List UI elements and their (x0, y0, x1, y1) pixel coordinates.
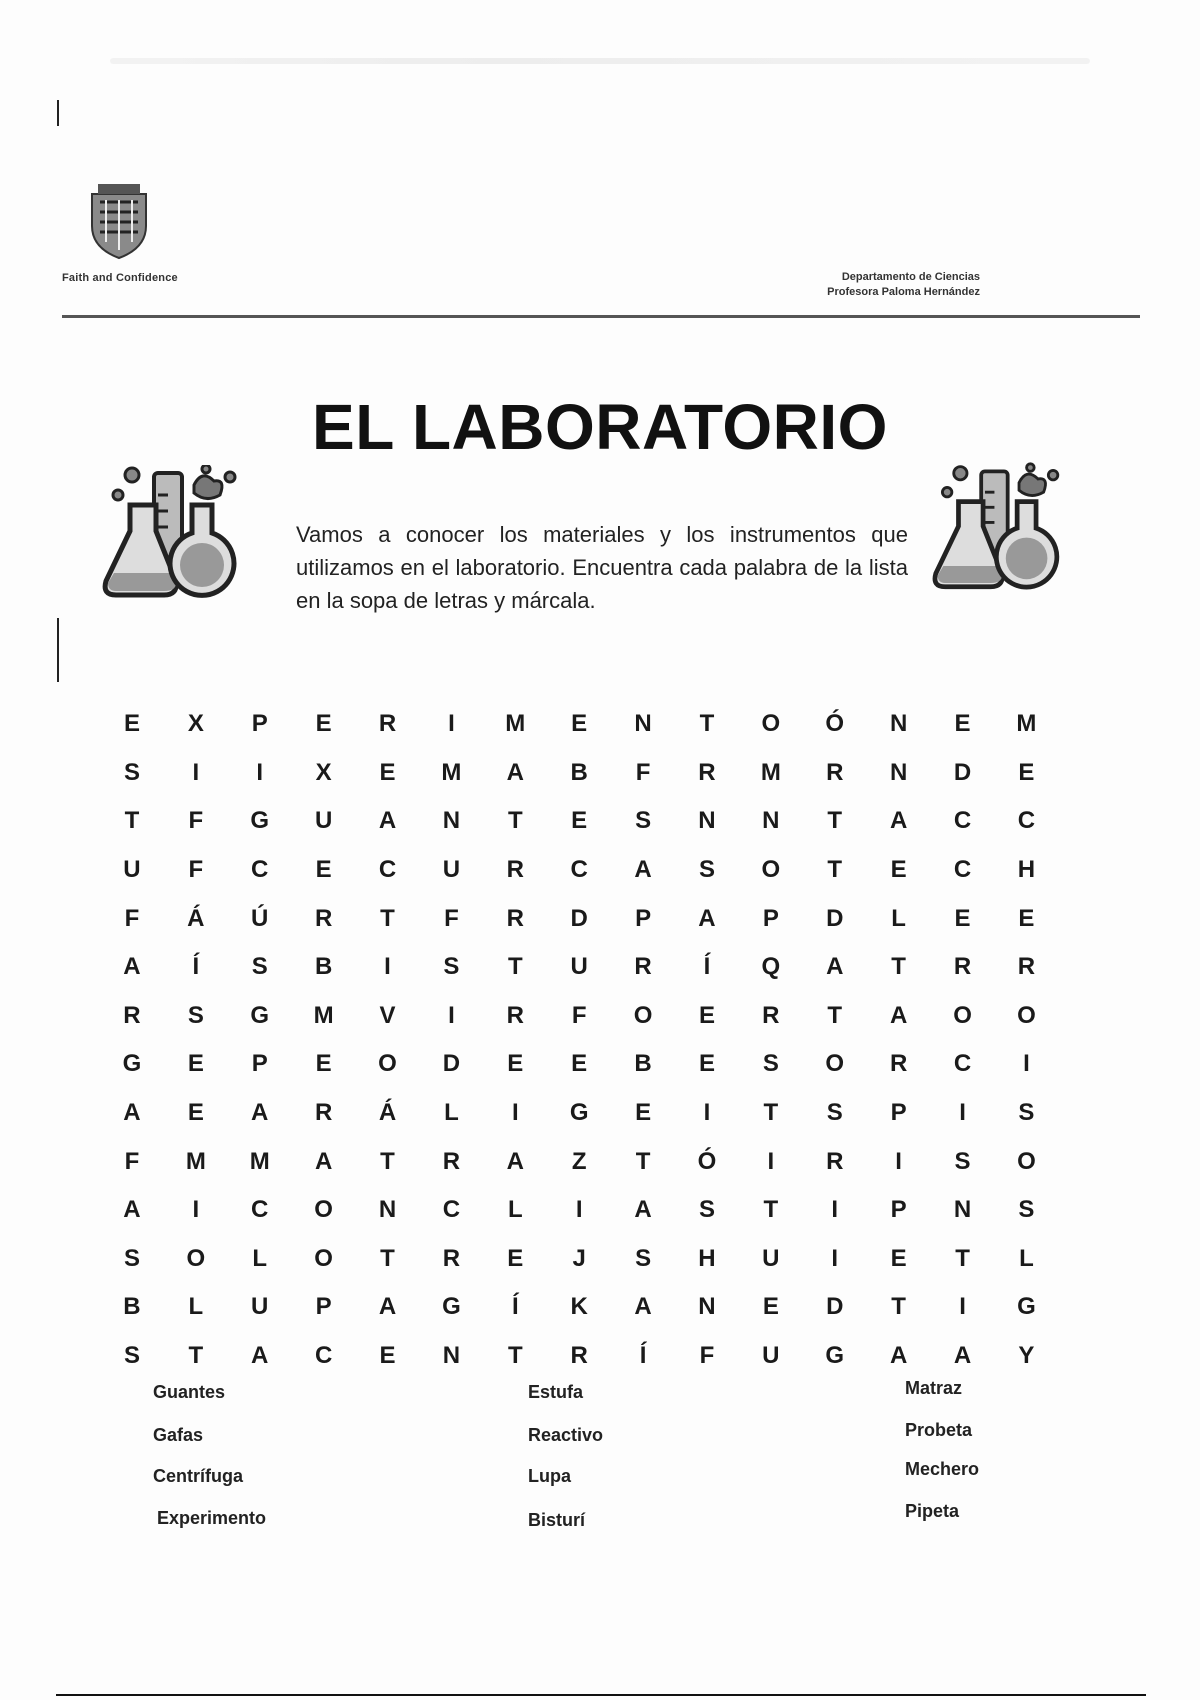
grid-letter[interactable]: E (571, 710, 588, 738)
grid-letter[interactable]: A (123, 1099, 141, 1127)
grid-letter[interactable]: C (378, 856, 397, 884)
word-list-item: Lupa (528, 1466, 571, 1486)
grid-letter[interactable]: B (570, 758, 588, 786)
grid-letter[interactable]: E (187, 1050, 204, 1078)
grid-letter[interactable]: O (314, 1244, 333, 1272)
grid-letter[interactable]: C (442, 1196, 461, 1224)
grid-letter[interactable]: E (1018, 758, 1035, 786)
grid-letter[interactable]: E (1018, 904, 1035, 932)
grid-letter[interactable]: F (188, 856, 204, 884)
grid-letter[interactable]: E (315, 856, 332, 884)
grid-letter[interactable]: L (444, 1099, 459, 1127)
grid-letter[interactable]: D (442, 1050, 461, 1078)
grid-letter[interactable]: T (507, 953, 523, 981)
grid-letter[interactable]: G (250, 807, 270, 835)
grid-letter[interactable]: T (891, 953, 906, 981)
grid-letter[interactable]: F (571, 1001, 587, 1029)
grid-letter[interactable]: D (953, 758, 972, 786)
grid-letter[interactable]: Á (378, 1099, 397, 1127)
grid-letter[interactable]: M (313, 1001, 334, 1029)
grid-letter[interactable]: N (634, 710, 652, 738)
grid-letter[interactable]: S (187, 1001, 204, 1029)
grid-letter[interactable]: A (506, 758, 524, 786)
grid-letter[interactable]: M (760, 758, 781, 786)
grid-letter[interactable]: G (250, 1001, 270, 1029)
grid-letter[interactable]: B (123, 1293, 141, 1321)
grid-letter[interactable]: S (954, 1147, 971, 1175)
grid-letter[interactable]: B (314, 953, 333, 981)
grid-letter[interactable]: E (187, 1099, 204, 1127)
grid-letter[interactable]: Í (703, 953, 711, 981)
grid-letter[interactable]: E (571, 807, 588, 835)
grid-letter[interactable]: F (635, 758, 651, 786)
grid-letter[interactable]: T (380, 904, 395, 932)
grid-letter[interactable]: N (889, 758, 908, 786)
grid-letter[interactable]: C (251, 1196, 269, 1224)
grid-letter[interactable]: U (123, 856, 141, 884)
grid-letter[interactable]: A (506, 1147, 524, 1175)
grid-letter[interactable]: R (1017, 953, 1036, 981)
grid-letter[interactable]: H (1017, 856, 1036, 884)
grid-letter[interactable]: I (384, 953, 391, 981)
grid-letter[interactable]: T (827, 856, 843, 884)
word-list-item: Mechero (905, 1459, 980, 1479)
grid-letter[interactable]: T (763, 1099, 779, 1127)
grid-letter[interactable]: R (314, 904, 333, 932)
grid-letter[interactable]: Z (571, 1147, 587, 1175)
grid-letter[interactable]: T (827, 1001, 843, 1029)
school-crest-icon (84, 182, 154, 260)
grid-letter[interactable]: O (953, 1001, 972, 1029)
grid-letter[interactable]: U (570, 953, 588, 981)
grid-letter[interactable]: N (889, 710, 908, 738)
grid-letter[interactable]: R (826, 1147, 844, 1175)
instructions-text: Vamos a conocer los materiales y los instrumentos que utilizamos en el laboratorio. Encuentra cada palabra de la lista en la sopa de letras y márcala. (296, 522, 908, 613)
grid-letter[interactable]: T (124, 807, 140, 835)
grid-letter[interactable]: S (635, 1244, 652, 1272)
grid-letter[interactable]: U (762, 1244, 780, 1272)
grid-letter[interactable]: L (252, 1244, 268, 1272)
grid-letter[interactable]: E (698, 1050, 715, 1078)
grid-letter[interactable]: I (511, 1099, 519, 1127)
grid-letter[interactable]: S (1018, 1196, 1035, 1224)
grid-letter[interactable]: I (448, 710, 455, 738)
grid-letter[interactable]: S (123, 1244, 140, 1272)
grid-letter[interactable]: Ó (825, 710, 845, 738)
grid-letter[interactable]: E (890, 1244, 907, 1272)
word-list-item: Bisturí (528, 1510, 586, 1530)
grid-letter[interactable]: G (825, 1342, 845, 1370)
grid-letter[interactable]: R (762, 1001, 780, 1029)
grid-letter[interactable]: V (379, 1001, 396, 1029)
grid-letter[interactable]: T (699, 710, 715, 738)
grid-letter[interactable]: G (1017, 1293, 1036, 1321)
grid-letter[interactable]: R (123, 1001, 141, 1029)
grid-letter[interactable]: D (826, 904, 844, 932)
grid-letter[interactable]: R (570, 1342, 588, 1370)
grid-letter[interactable]: A (314, 1147, 333, 1175)
grid-letter[interactable]: I (959, 1099, 966, 1127)
grid-letter[interactable]: L (188, 1293, 204, 1321)
grid-letter[interactable]: R (826, 758, 844, 786)
grid-letter[interactable]: O (314, 1196, 333, 1224)
grid-letter[interactable]: P (251, 1050, 268, 1078)
grid-letter[interactable]: U (442, 856, 461, 884)
grid-letter[interactable]: I (192, 1196, 200, 1224)
grid-letter[interactable]: I (448, 1001, 455, 1029)
grid-letter[interactable]: S (123, 1342, 140, 1370)
grid-letter[interactable]: E (571, 1050, 588, 1078)
grid-letter[interactable]: R (378, 710, 397, 738)
lab-flasks-icon (102, 465, 250, 605)
grid-letter[interactable]: C (251, 856, 269, 884)
grid-letter[interactable]: M (1016, 710, 1037, 738)
grid-letter[interactable]: X (187, 710, 204, 738)
grid-letter[interactable]: T (827, 807, 843, 835)
grid-letter[interactable]: R (442, 1147, 461, 1175)
grid-letter[interactable]: O (1017, 1147, 1036, 1175)
grid-letter[interactable]: M (441, 758, 462, 786)
grid-letter[interactable]: R (506, 1001, 524, 1029)
grid-letter[interactable]: Í (639, 1342, 647, 1370)
word-list-item: Guantes (153, 1382, 226, 1402)
grid-letter[interactable]: S (123, 758, 140, 786)
grid-letter[interactable]: K (570, 1293, 588, 1321)
word-list-item: Pipeta (905, 1501, 960, 1521)
header-divider (62, 315, 1140, 318)
department-name: Departamento de Ciencias (841, 271, 980, 283)
word-list-item: Centrífuga (153, 1466, 243, 1486)
grid-letter[interactable]: M (505, 710, 526, 738)
grid-letter[interactable]: A (634, 856, 652, 884)
word-list-item: Experimento (157, 1508, 267, 1528)
grid-letter[interactable]: S (1018, 1099, 1035, 1127)
grid-letter[interactable]: C (1017, 807, 1036, 835)
grid-letter[interactable]: M (249, 1147, 270, 1175)
grid-letter[interactable]: A (953, 1342, 972, 1370)
grid-letter[interactable]: Í (192, 953, 200, 981)
grid-letter[interactable]: I (1023, 1050, 1030, 1078)
grid-letter[interactable]: E (635, 1099, 652, 1127)
grid-letter[interactable]: O (761, 856, 781, 884)
grid-letter[interactable]: S (635, 807, 652, 835)
grid-letter[interactable]: U (251, 1293, 269, 1321)
grid-letter[interactable]: E (954, 904, 971, 932)
grid-letter[interactable]: C (570, 856, 588, 884)
grid-letter[interactable]: A (251, 1342, 269, 1370)
grid-letter[interactable]: R (442, 1244, 461, 1272)
lab-flasks-icon (932, 460, 1072, 600)
grid-letter[interactable]: F (699, 1342, 715, 1370)
grid-letter[interactable]: A (889, 1001, 908, 1029)
grid-letter[interactable]: I (703, 1099, 711, 1127)
grid-letter[interactable]: Í (511, 1293, 519, 1321)
page-title: EL LABORATORIO (312, 391, 888, 463)
grid-letter[interactable]: I (256, 758, 264, 786)
department-info (740, 270, 980, 300)
grid-letter[interactable]: X (315, 758, 332, 786)
grid-letter[interactable]: T (380, 1244, 395, 1272)
grid-letter[interactable]: T (955, 1244, 970, 1272)
grid-letter[interactable]: N (698, 1293, 716, 1321)
grid-letter[interactable]: T (635, 1147, 651, 1175)
grid-letter[interactable]: S (826, 1099, 843, 1127)
grid-letter[interactable]: S (251, 953, 268, 981)
grid-letter[interactable]: C (953, 807, 972, 835)
grid-letter[interactable]: O (633, 1001, 653, 1029)
grid-letter[interactable]: Á (187, 904, 205, 932)
grid-letter[interactable]: O (378, 1050, 397, 1078)
grid-letter[interactable]: E (379, 758, 396, 786)
grid-letter[interactable]: R (506, 856, 524, 884)
grid-letter[interactable]: E (379, 1342, 396, 1370)
grid-letter[interactable]: Ú (251, 904, 269, 932)
grid-letter[interactable]: A (634, 1293, 652, 1321)
grid-letter[interactable]: N (378, 1196, 397, 1224)
grid-letter[interactable]: B (634, 1050, 652, 1078)
grid-letter[interactable]: G (442, 1293, 461, 1321)
grid-letter[interactable]: T (891, 1293, 906, 1321)
grid-letter[interactable]: E (507, 1050, 524, 1078)
grid-letter[interactable]: N (442, 1342, 461, 1370)
grid-letter[interactable]: T (188, 1342, 204, 1370)
grid-letter[interactable]: E (507, 1244, 524, 1272)
grid-letter[interactable]: P (890, 1196, 907, 1224)
grid-letter[interactable]: U (762, 1342, 780, 1370)
grid-letter[interactable]: C (953, 1050, 972, 1078)
grid-letter[interactable]: R (314, 1099, 333, 1127)
grid-letter[interactable]: C (953, 856, 972, 884)
grid-letter[interactable]: T (507, 807, 523, 835)
grid-letter[interactable]: D (826, 1293, 844, 1321)
grid-letter[interactable]: N (762, 807, 780, 835)
grid-letter[interactable]: F (188, 807, 204, 835)
grid-letter[interactable]: P (890, 1099, 907, 1127)
scan-edge-mark (57, 618, 59, 682)
grid-letter[interactable]: A (889, 807, 908, 835)
footer-rule (56, 1694, 1146, 1696)
grid-letter[interactable]: C (314, 1342, 333, 1370)
grid-letter[interactable]: A (251, 1099, 269, 1127)
grid-letter[interactable]: D (570, 904, 588, 932)
scan-edge-mark (57, 100, 59, 126)
grid-letter[interactable]: I (959, 1293, 966, 1321)
grid-letter[interactable]: P (315, 1293, 332, 1321)
grid-letter[interactable]: E (954, 710, 971, 738)
grid-letter[interactable]: R (634, 953, 652, 981)
grid-letter[interactable]: P (762, 904, 779, 932)
grid-letter[interactable]: A (889, 1342, 908, 1370)
grid-letter[interactable]: T (380, 1147, 395, 1175)
grid-letter[interactable]: G (569, 1099, 589, 1127)
grid-letter[interactable]: E (890, 856, 907, 884)
grid-letter[interactable]: L (1019, 1244, 1034, 1272)
grid-letter[interactable]: N (442, 807, 461, 835)
grid-letter[interactable]: I (192, 758, 200, 786)
grid-letter[interactable]: S (443, 953, 460, 981)
grid-letter[interactable]: I (575, 1196, 583, 1224)
grid-letter[interactable]: O (825, 1050, 845, 1078)
word-list-item: Matraz (905, 1378, 963, 1398)
word-list-item: Estufa (528, 1382, 584, 1402)
faint-scan-artifact (110, 58, 1090, 64)
grid-letter[interactable]: A (698, 904, 716, 932)
grid-letter[interactable]: E (315, 710, 332, 738)
grid-letter[interactable]: N (698, 807, 716, 835)
grid-letter[interactable]: S (762, 1050, 779, 1078)
grid-letter[interactable]: A (378, 807, 397, 835)
grid-letter[interactable]: R (889, 1050, 908, 1078)
grid-letter[interactable]: A (123, 1196, 141, 1224)
grid-letter[interactable]: O (186, 1244, 206, 1272)
teacher-name: Profesora Paloma Hernández (827, 286, 980, 298)
grid-letter[interactable]: F (124, 904, 140, 932)
grid-letter[interactable]: A (634, 1196, 652, 1224)
word-list-item: Probeta (905, 1420, 973, 1440)
grid-letter[interactable]: O (1017, 1001, 1036, 1029)
grid-letter[interactable]: F (444, 904, 459, 932)
grid-letter[interactable]: E (315, 1050, 332, 1078)
grid-letter[interactable]: P (251, 710, 268, 738)
grid-letter[interactable]: S (698, 856, 715, 884)
grid-letter[interactable]: M (185, 1147, 206, 1175)
grid-letter[interactable]: P (635, 904, 652, 932)
grid-letter[interactable]: E (762, 1293, 779, 1321)
word-list-item: Reactivo (528, 1425, 604, 1445)
grid-letter[interactable]: S (698, 1196, 715, 1224)
grid-letter[interactable]: A (826, 953, 844, 981)
grid-letter[interactable]: T (763, 1196, 779, 1224)
word-search-grid[interactable] (100, 700, 1050, 1380)
grid-letter[interactable]: A (123, 953, 141, 981)
grid-letter[interactable]: G (122, 1050, 142, 1078)
grid-letter[interactable]: I (895, 1147, 902, 1175)
grid-letter[interactable]: I (767, 1147, 775, 1175)
grid-letter[interactable]: U (314, 807, 333, 835)
grid-letter[interactable]: L (891, 904, 906, 932)
grid-letter[interactable]: J (572, 1244, 586, 1272)
grid-letter[interactable]: I (831, 1244, 839, 1272)
grid-letter[interactable]: F (124, 1147, 140, 1175)
grid-letter[interactable]: R (953, 953, 972, 981)
school-motto: Faith and Confidence (62, 272, 178, 284)
grid-letter[interactable]: A (378, 1293, 397, 1321)
grid-letter[interactable]: L (507, 1196, 523, 1224)
grid-letter[interactable]: O (761, 710, 781, 738)
grid-letter[interactable]: N (953, 1196, 972, 1224)
grid-letter[interactable]: E (698, 1001, 715, 1029)
grid-letter[interactable]: Ó (697, 1147, 717, 1175)
grid-letter[interactable]: R (506, 904, 524, 932)
grid-letter[interactable]: T (507, 1342, 523, 1370)
grid-letter[interactable]: R (698, 758, 716, 786)
grid-letter[interactable]: I (831, 1196, 839, 1224)
word-list-item: Gafas (153, 1425, 204, 1445)
grid-letter[interactable]: Y (1018, 1342, 1035, 1370)
grid-letter[interactable]: H (698, 1244, 716, 1272)
grid-letter[interactable]: Q (761, 953, 781, 981)
grid-letter[interactable]: E (123, 710, 140, 738)
